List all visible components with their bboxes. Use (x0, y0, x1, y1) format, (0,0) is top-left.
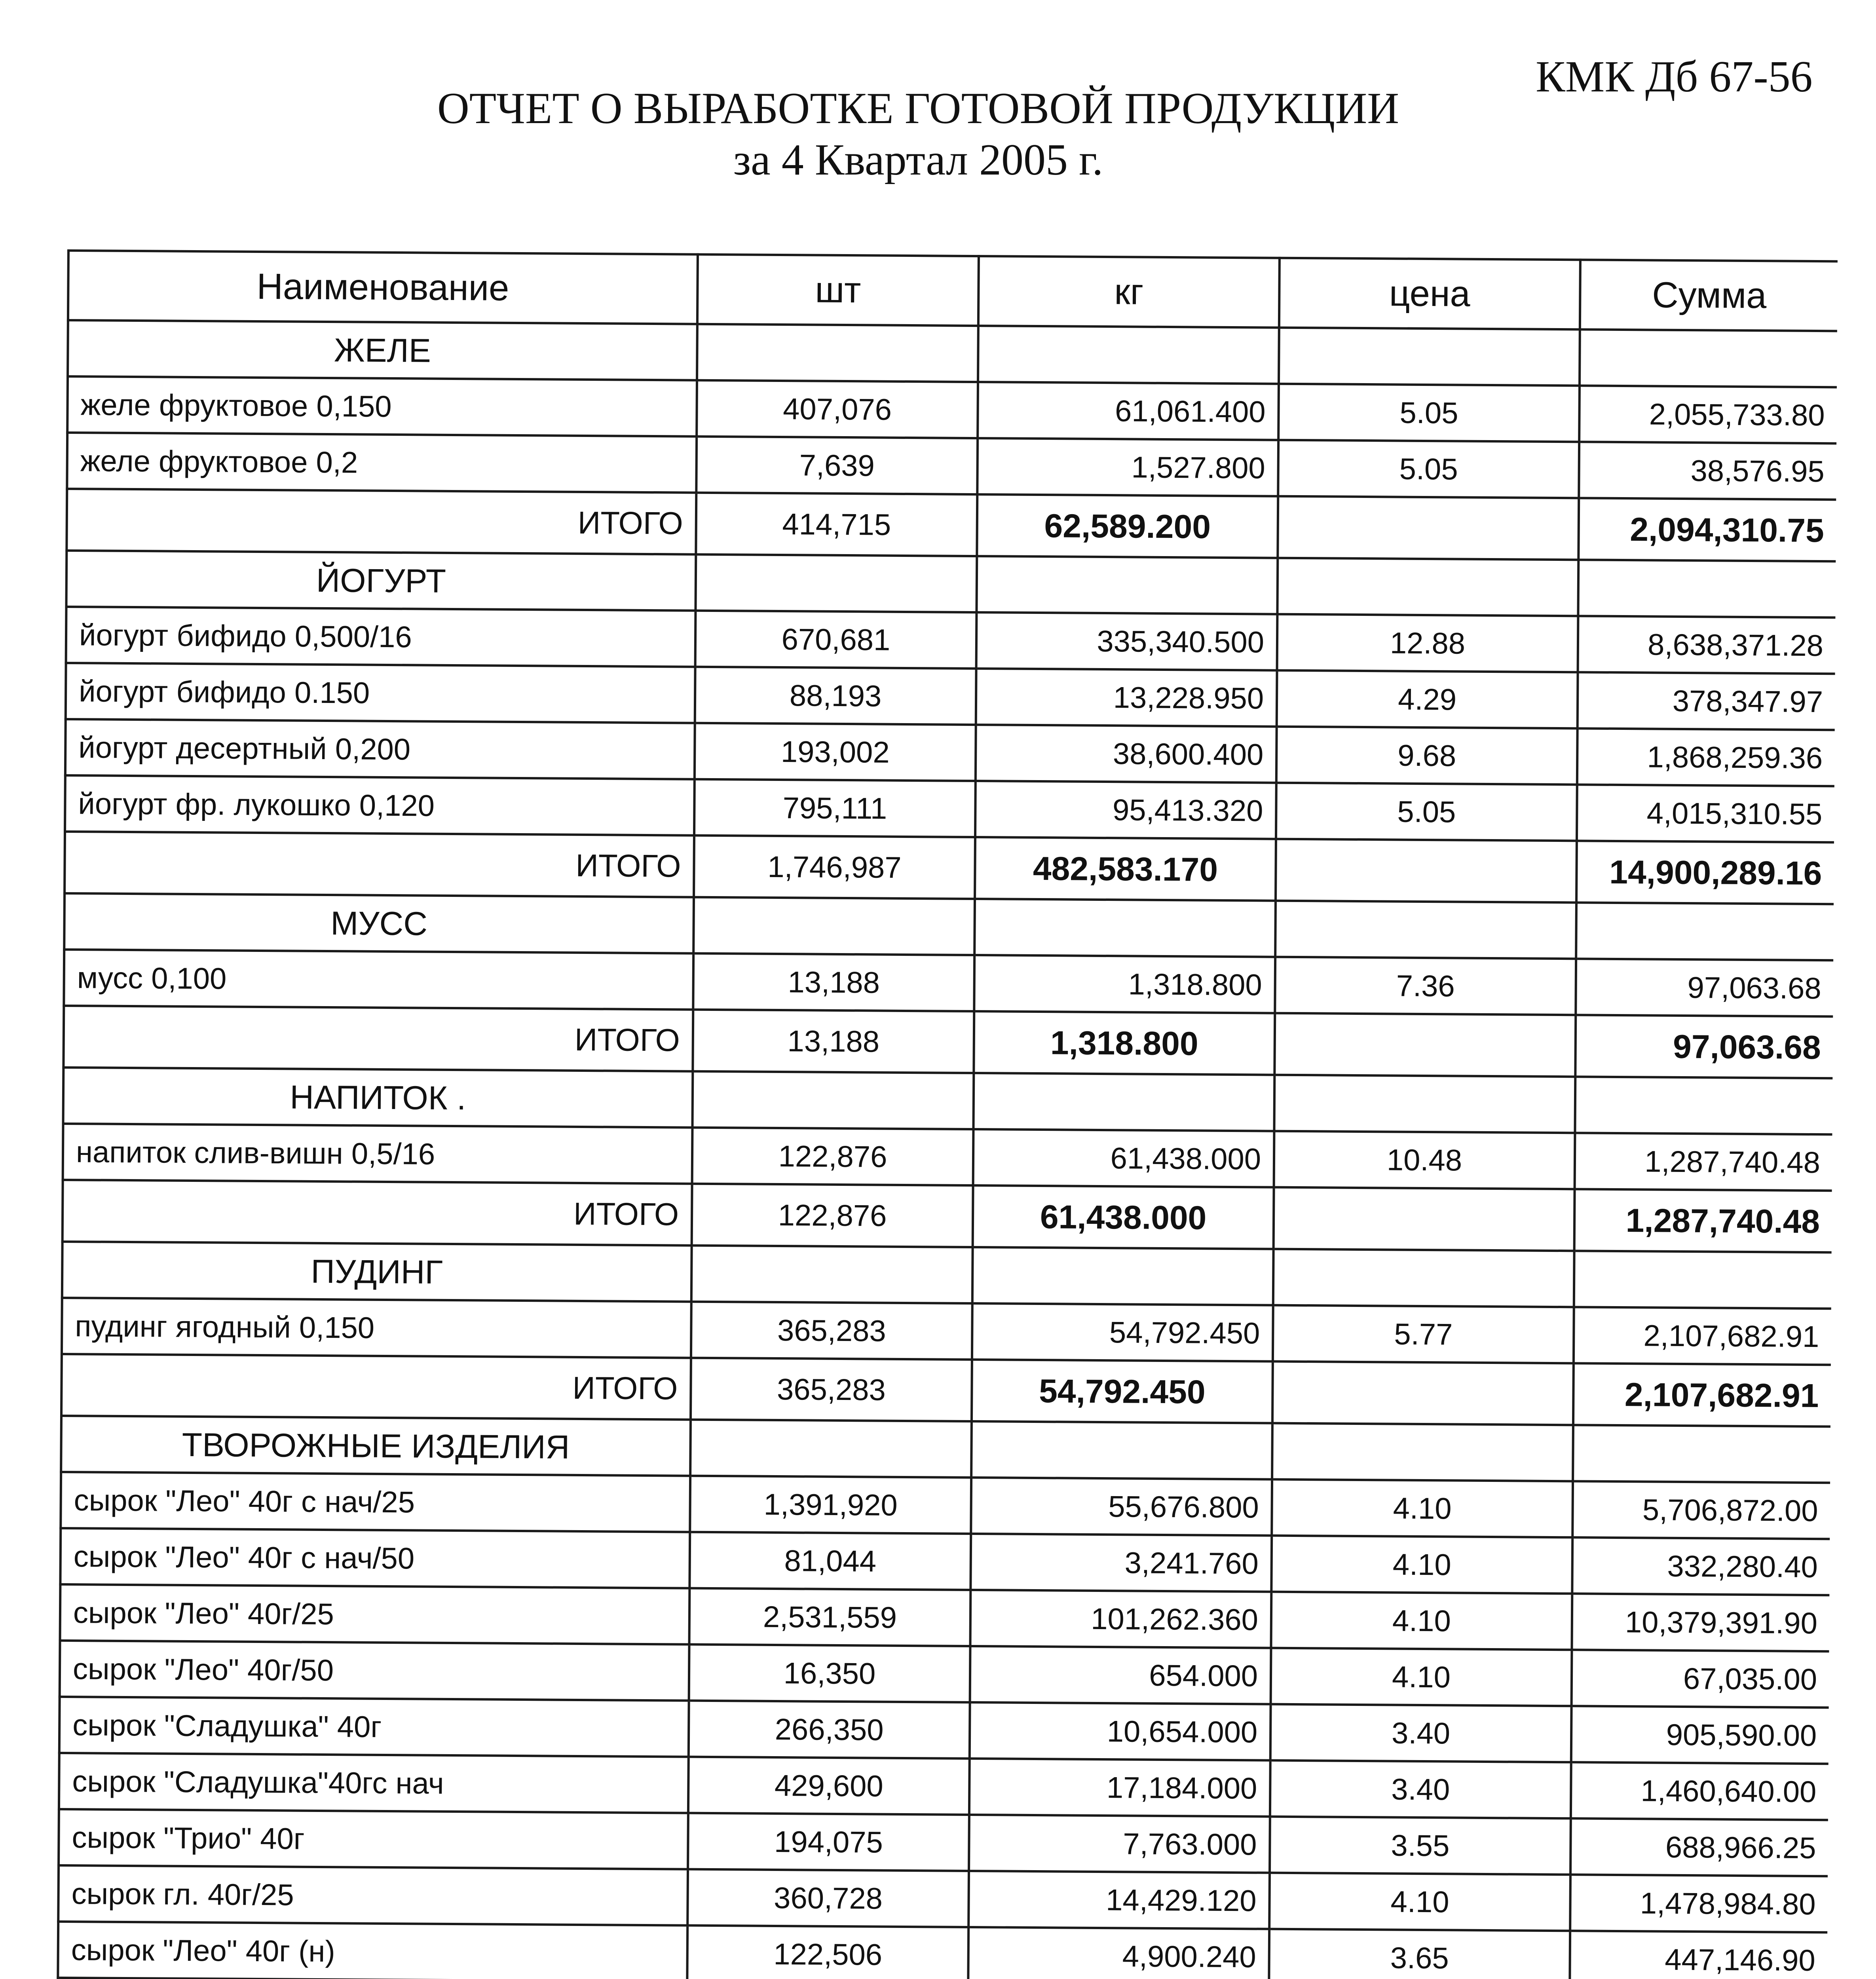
price-cell: 9.68 (1276, 727, 1578, 785)
subtotal-price (1276, 839, 1577, 903)
sum-cell: 97,063.68 (1576, 959, 1833, 1016)
subtotal-row (65, 832, 1834, 904)
price-cell: 5.05 (1278, 384, 1580, 442)
kg-cell: 3,241.760 (970, 1534, 1272, 1592)
sum-cell (1578, 560, 1836, 617)
product-name: йогурт фр. лукошко 0,120 (65, 775, 695, 836)
pcs-cell: 193,002 (695, 723, 976, 781)
pcs-cell: 407,076 (697, 380, 978, 438)
sum-cell: 4,015,310.55 (1577, 784, 1834, 842)
sum-cell: 1,478,984.80 (1570, 1875, 1828, 1932)
column-header-name: Наименование (68, 251, 698, 324)
sum-cell: 1,868,259.36 (1577, 728, 1835, 786)
table-row (62, 1298, 1831, 1365)
sum-cell: 1,287,740.48 (1575, 1133, 1832, 1191)
subtotal-price (1274, 1013, 1576, 1077)
table-row (59, 1697, 1829, 1764)
product-name: йогурт бифидо 0,500/16 (66, 607, 696, 667)
kg-cell (978, 326, 1279, 384)
kg-cell: 61,061.400 (978, 382, 1279, 440)
product-name: сырок "Сладушка" 40г (59, 1697, 689, 1757)
group-title: ТВОРОЖНЫЕ ИЗДЕЛИЯ (61, 1416, 691, 1476)
price-cell (1274, 1075, 1575, 1133)
product-name: желе фруктовое 0,2 (67, 433, 697, 493)
group-title: ЖЕЛЕ (68, 320, 697, 380)
table-row (64, 950, 1833, 1016)
table-row (59, 1753, 1829, 1820)
price-cell: 3.65 (1269, 1929, 1570, 1979)
product-name: сырок "Лео" 40г/50 (60, 1641, 689, 1701)
product-name: сырок "Лео" 40г (н) (58, 1922, 687, 1979)
subtotal-sum: 1,287,740.48 (1574, 1189, 1832, 1252)
subtotal-sum: 14,900,289.16 (1576, 841, 1834, 904)
group-title: МУСС (64, 893, 694, 953)
group-title: ЙОГУРТ (66, 551, 696, 611)
pcs-cell: 122,506 (687, 1926, 968, 1979)
subtotal-label: ИТОГО (66, 489, 696, 555)
table-row (59, 1809, 1828, 1876)
pcs-cell: 1,391,920 (690, 1476, 971, 1534)
sum-cell: 38,576.95 (1579, 442, 1836, 499)
report-title: ОТЧЕТ О ВЫРАБОТКЕ ГОТОВОЙ ПРОДУКЦИИ (437, 84, 1399, 133)
kg-cell (972, 1247, 1274, 1305)
product-name: сырок "Трио" 40г (59, 1809, 688, 1869)
product-name: желе фруктовое 0,150 (67, 376, 697, 437)
sum-cell: 447,146.90 (1570, 1931, 1827, 1979)
kg-cell: 14,429.120 (968, 1871, 1270, 1929)
table-body (55, 320, 1837, 1979)
pcs-cell: 194,075 (688, 1813, 969, 1871)
pcs-cell: 2,531,559 (689, 1588, 970, 1646)
group-title: НАПИТОК . (63, 1067, 693, 1128)
sum-cell: 8,638,371.28 (1578, 616, 1836, 674)
product-name: йогурт бифидо 0.150 (66, 663, 695, 723)
document-code: КМК Дб 67-56 (1536, 52, 1813, 101)
table-row (65, 775, 1834, 842)
pcs-cell (693, 897, 975, 955)
product-name: сырок "Лео" 40г/25 (60, 1584, 690, 1645)
report-period: за 4 Квартал 2005 г. (733, 135, 1103, 184)
sum-cell: 332,280.40 (1572, 1537, 1830, 1595)
pcs-cell (695, 555, 977, 612)
subtotal-sum: 2,094,310.75 (1578, 498, 1836, 561)
group-header-row (68, 320, 1837, 387)
column-header-kg: кг (978, 256, 1280, 328)
subtotal-row (63, 1180, 1832, 1252)
kg-cell (973, 1073, 1274, 1131)
group-header-row (63, 1067, 1833, 1134)
pcs-cell: 429,600 (688, 1757, 970, 1815)
subtotal-sum: 97,063.68 (1575, 1015, 1833, 1078)
kg-cell: 654.000 (970, 1646, 1271, 1704)
sum-cell (1573, 1425, 1830, 1483)
pcs-cell: 122,876 (692, 1128, 974, 1185)
price-cell: 4.10 (1271, 1592, 1572, 1650)
sum-cell: 5,706,872.00 (1572, 1481, 1830, 1539)
kg-cell (971, 1421, 1272, 1480)
price-cell: 4.10 (1269, 1873, 1570, 1931)
pcs-cell: 7,639 (696, 437, 978, 494)
product-name: пудинг ягодный 0,150 (62, 1298, 691, 1358)
product-name: сырок "Лео" 40г с нач/50 (60, 1528, 690, 1588)
kg-cell: 10,654.000 (970, 1702, 1271, 1761)
subtotal-row (61, 1354, 1831, 1426)
sum-cell (1574, 1251, 1832, 1309)
subtotal-pcs: 414,715 (696, 493, 977, 556)
subtotal-kg: 61,438.000 (973, 1185, 1274, 1249)
price-cell: 12.88 (1277, 614, 1578, 672)
kg-cell: 95,413.320 (975, 781, 1276, 839)
subtotal-sum: 2,107,682.91 (1573, 1363, 1831, 1426)
kg-cell: 55,676.800 (971, 1478, 1272, 1536)
kg-cell: 7,763.000 (969, 1815, 1270, 1873)
product-name: йогурт десертный 0,200 (65, 719, 695, 779)
table-row (66, 663, 1835, 730)
group-title: ПУДИНГ (62, 1242, 692, 1302)
kg-cell: 4,900.240 (968, 1927, 1269, 1979)
price-cell: 3.55 (1270, 1817, 1571, 1875)
kg-cell: 101,262.360 (970, 1590, 1271, 1648)
table-row (65, 719, 1835, 786)
kg-cell: 61,438.000 (973, 1129, 1274, 1187)
sum-cell: 905,590.00 (1571, 1706, 1829, 1764)
sum-cell (1575, 1077, 1832, 1134)
pcs-cell: 81,044 (689, 1532, 971, 1590)
pcs-cell (692, 1071, 974, 1129)
sum-cell: 378,347.97 (1578, 672, 1835, 730)
kg-cell (976, 556, 1278, 614)
subtotal-kg: 1,318.800 (974, 1011, 1275, 1075)
pcs-cell: 795,111 (694, 779, 976, 837)
subtotal-pcs: 13,188 (693, 1010, 974, 1073)
sum-cell (1576, 902, 1834, 960)
table-row (60, 1528, 1830, 1595)
subtotal-row (66, 489, 1836, 561)
price-cell: 4.10 (1271, 1536, 1572, 1594)
sum-cell: 10,379,391.90 (1572, 1593, 1829, 1651)
group-header-row (64, 893, 1834, 960)
column-header-sum: Сумма (1580, 260, 1838, 331)
sum-cell: 67,035.00 (1572, 1650, 1829, 1707)
subtotal-label: ИТОГО (65, 832, 694, 897)
subtotal-pcs: 1,746,987 (694, 836, 975, 899)
subtotal-label: ИТОГО (63, 1180, 692, 1246)
table-row (66, 607, 1836, 674)
column-header-pcs: шт (697, 254, 979, 326)
price-cell: 4.29 (1277, 670, 1578, 729)
table-row (67, 376, 1837, 443)
subtotal-label: ИТОГО (61, 1354, 691, 1420)
pcs-cell: 365,283 (691, 1302, 972, 1360)
sum-cell: 688,966.25 (1570, 1818, 1828, 1876)
kg-cell: 17,184.000 (969, 1759, 1270, 1817)
price-cell: 3.40 (1270, 1704, 1572, 1762)
product-name: сырок "Лео" 40г с нач/25 (61, 1472, 690, 1532)
kg-cell: 38,600.400 (976, 725, 1277, 783)
product-name: мусс 0,100 (64, 950, 693, 1010)
subtotal-kg: 62,589.200 (977, 494, 1278, 558)
pcs-cell (697, 324, 978, 382)
kg-cell: 1,527.800 (977, 438, 1278, 496)
price-cell (1272, 1423, 1573, 1481)
subtotal-label: ИТОГО (63, 1006, 693, 1071)
kg-cell: 13,228.950 (976, 669, 1277, 727)
subtotal-row (63, 1006, 1833, 1078)
price-cell: 5.77 (1273, 1305, 1574, 1364)
table-row (60, 1584, 1830, 1651)
kg-cell: 1,318.800 (974, 955, 1275, 1013)
price-cell (1279, 328, 1580, 386)
pcs-cell: 13,188 (693, 953, 974, 1011)
kg-cell: 54,792.450 (972, 1303, 1273, 1362)
subtotal-kg: 482,583.170 (975, 837, 1276, 901)
column-header-price: цена (1279, 258, 1580, 330)
price-cell: 5.05 (1276, 783, 1577, 841)
price-cell: 4.10 (1272, 1480, 1573, 1538)
subtotal-pcs: 365,283 (691, 1358, 972, 1421)
product-name: сырок "Сладушка"40гс нач (59, 1753, 689, 1813)
subtotal-kg: 54,792.450 (972, 1360, 1273, 1423)
price-cell: 10.48 (1274, 1131, 1575, 1189)
pcs-cell (691, 1246, 973, 1303)
pcs-cell: 360,728 (687, 1869, 969, 1927)
pcs-cell: 88,193 (695, 667, 976, 725)
table-row (61, 1472, 1830, 1539)
price-cell (1277, 558, 1578, 616)
pcs-cell (690, 1420, 972, 1478)
subtotal-pcs: 122,876 (692, 1184, 973, 1247)
kg-cell (974, 899, 1276, 957)
subtotal-price (1278, 496, 1579, 560)
price-cell: 7.36 (1275, 957, 1576, 1015)
price-cell (1275, 901, 1576, 959)
table-row (67, 433, 1836, 499)
sum-cell (1580, 329, 1837, 387)
group-header-row (66, 551, 1836, 617)
sum-cell: 2,107,682.91 (1574, 1307, 1831, 1365)
table-row (60, 1641, 1829, 1707)
product-name: сырок гл. 40г/25 (58, 1865, 688, 1926)
price-cell: 5.05 (1278, 440, 1579, 498)
sum-cell: 2,055,733.80 (1579, 386, 1837, 443)
product-name: напиток слив-вишн 0,5/16 (63, 1124, 693, 1184)
subtotal-price (1272, 1362, 1574, 1425)
sum-cell: 1,460,640.00 (1571, 1762, 1829, 1820)
pcs-cell: 16,350 (689, 1645, 970, 1702)
group-header-row (61, 1416, 1830, 1483)
pcs-cell: 266,350 (689, 1701, 970, 1759)
price-cell (1273, 1249, 1574, 1307)
price-cell: 3.40 (1270, 1761, 1571, 1819)
subtotal-price (1274, 1187, 1575, 1251)
pcs-cell: 670,681 (695, 611, 977, 669)
group-header-row (62, 1242, 1832, 1309)
table-header-row (68, 251, 1838, 331)
production-report-table (54, 249, 1838, 1979)
kg-cell: 335,340.500 (976, 612, 1278, 670)
price-cell: 4.10 (1271, 1648, 1572, 1706)
table-row (63, 1124, 1832, 1191)
table-row (58, 1865, 1828, 1932)
